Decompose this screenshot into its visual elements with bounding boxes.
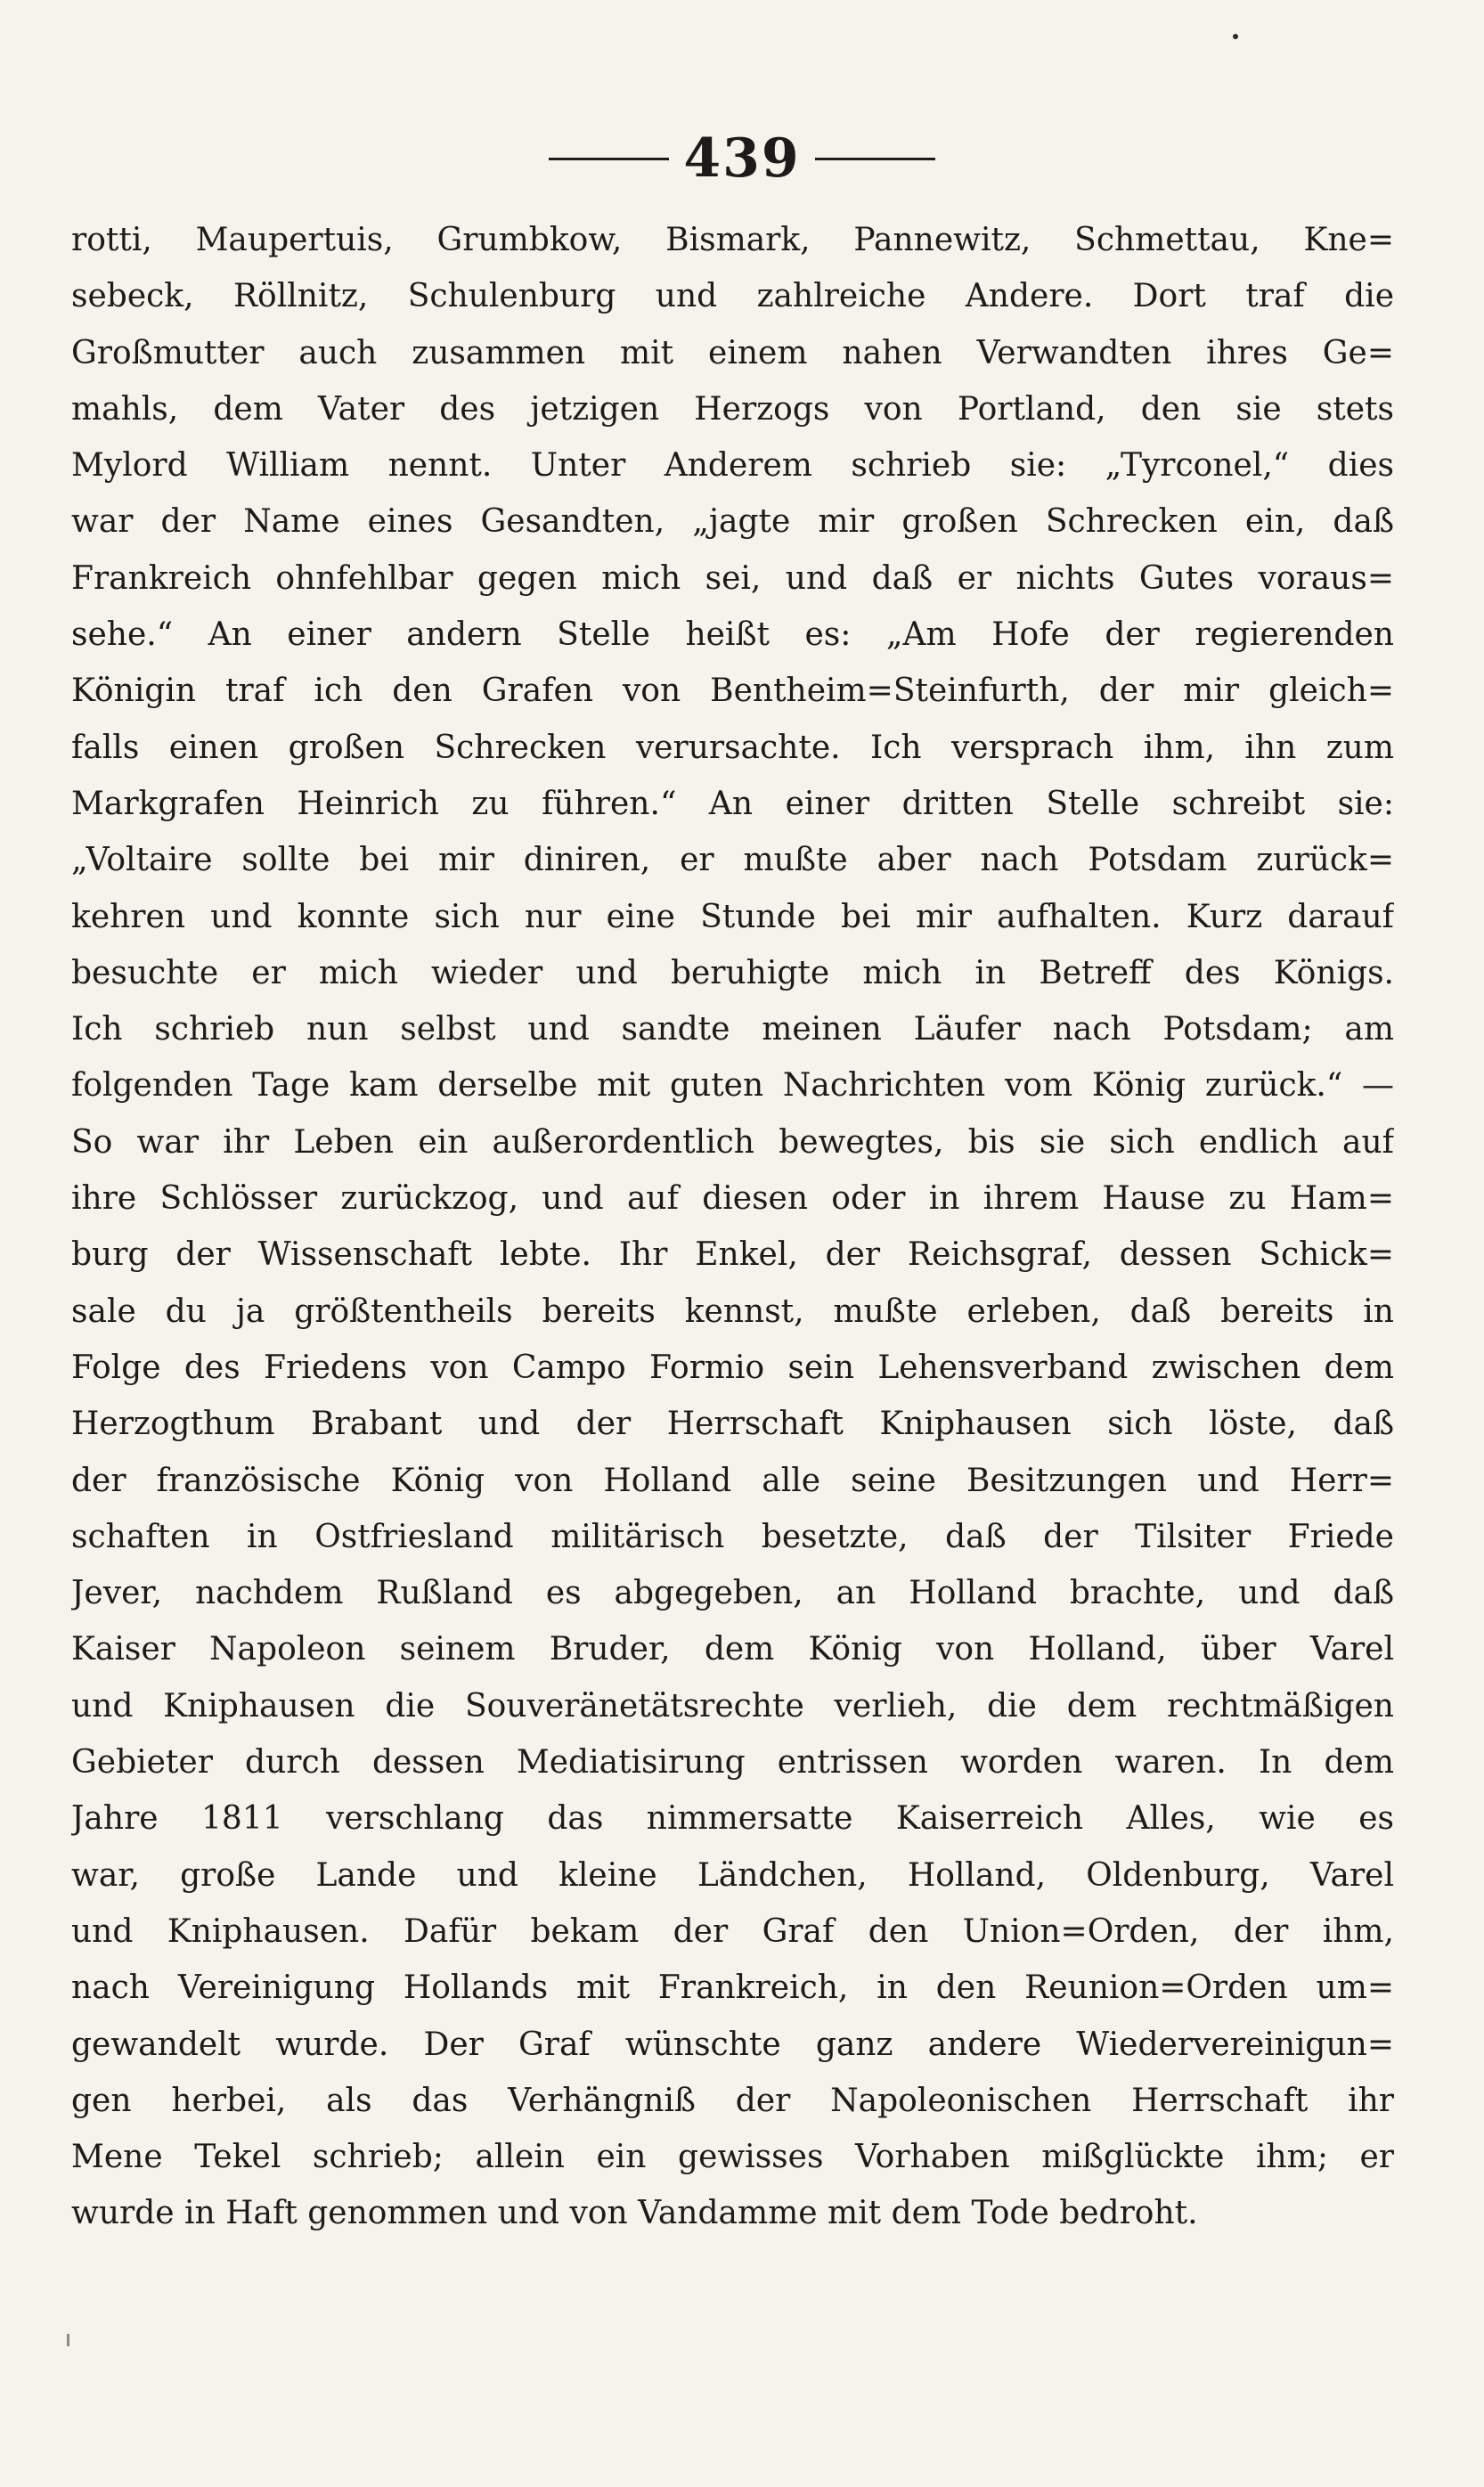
page-number: 439 (683, 127, 801, 190)
text-line: Jahre 1811 verschlang das nimmersatte Kaiserreich Alles, wie es (71, 1800, 1394, 1838)
text-line: war, große Lande und kleine Ländchen, Holland, Oldenburg, Varel (71, 1856, 1394, 1894)
text-line: Markgrafen Heinrich zu führen.“ An einer dritten Stelle schreibt sie: (71, 785, 1394, 822)
text-line: Gebieter durch dessen Mediatisirung entrissen worden waren. In dem (71, 1744, 1394, 1782)
body-text (71, 212, 1394, 2242)
header-rule-right (815, 158, 935, 160)
text-line: gewandelt wurde. Der Graf wünschte ganz andere Wiedervereinigun= (71, 2026, 1394, 2063)
text-line: burg der Wissenschaft lebte. Ihr Enkel, der Reichsgraf, dessen Schick= (71, 1236, 1394, 1274)
text-line: So war ihr Leben ein außerordentlich bewegtes, bis sie sich endlich auf (71, 1123, 1394, 1161)
text-line: sale du ja größtentheils bereits kennst, mußte erleben, daß bereits in (71, 1292, 1394, 1330)
text-line: Königin traf ich den Grafen von Bentheim=Steinfurth, der mir gleich= (71, 673, 1394, 710)
text-line: kehren und konnte sich nur eine Stunde bei mir aufhalten. Kurz darauf (71, 898, 1394, 935)
text-line: Ich schrieb nun selbst und sandte meinen Läufer nach Potsdam; am (71, 1011, 1394, 1048)
header-rule-left (549, 158, 669, 160)
text-line: Folge des Friedens von Campo Formio sein Lehensverband zwischen dem (71, 1349, 1394, 1386)
text-line: Herzogthum Brabant und der Herrschaft Kniphausen sich löste, daß (71, 1406, 1394, 1443)
text-line: ihre Schlösser zurückzog, und auf diesen oder in ihrem Hause zu Ham= (71, 1180, 1394, 1218)
text-line: falls einen großen Schrecken verursachte. Ich versprach ihm, ihn zum (71, 729, 1394, 766)
text-line: Kaiser Napoleon seinem Bruder, dem König von Holland, über Varel (71, 1631, 1394, 1668)
text-line: rotti, Maupertuis, Grumbkow, Bismark, Pannewitz, Schmettau, Kne= (71, 222, 1394, 258)
text-line: Mene Tekel schrieb; allein ein gewisses Vorhaben mißglückte ihm; er (71, 2139, 1394, 2176)
text-line: sehe.“ An einer andern Stelle heißt es: „Am Hofe der regierenden (71, 616, 1394, 654)
text-line: schaften in Ostfriesland militärisch besetzte, daß der Tilsiter Friede (71, 1518, 1394, 1555)
text-line: folgenden Tage kam derselbe mit guten Nachrichten vom König zurück.“ — (71, 1067, 1394, 1105)
text-line: und Kniphausen die Souveränetätsrechte verlieh, die dem rechtmäßigen (71, 1687, 1394, 1725)
text-line: besuchte er mich wieder und beruhigte mich in Betreff des Königs. (71, 954, 1394, 991)
print-speck (1233, 34, 1238, 39)
text-line: Großmutter auch zusammen mit einem nahen Verwandten ihres Ge= (71, 334, 1394, 371)
text-line: nach Vereinigung Hollands mit Frankreich, in den Reunion=Orden um= (71, 1969, 1394, 2007)
text-line: gen herbei, als das Verhängniß der Napoleonischen Herrschaft ihr (71, 2082, 1394, 2119)
text-line: sebeck, Röllnitz, Schulenburg und zahlreiche Andere. Dort traf die (71, 278, 1394, 315)
text-line: wurde in Haft genommen und von Vandamme mit dem Tode bedroht. (71, 2195, 1198, 2232)
text-line: mahls, dem Vater des jetzigen Herzogs von Portland, den sie stets (71, 390, 1394, 428)
text-line: der französische König von Holland alle seine Besitzungen und Herr= (71, 1462, 1394, 1499)
text-line: und Kniphausen. Dafür bekam der Graf den Union=Orden, der ihm, (71, 1912, 1394, 1950)
text-line: Frankreich ohnfehlbar gegen mich sei, und daß er nichts Gutes voraus= (71, 559, 1394, 597)
page-header (0, 123, 1484, 194)
text-line: Mylord William nennt. Unter Anderem schrieb sie: „Tyrconel,“ dies (71, 447, 1394, 485)
text-line: Jever, nachdem Rußland es abgegeben, an Holland brachte, und daß (71, 1575, 1394, 1612)
text-line: „Voltaire sollte bei mir diniren, er mußte aber nach Potsdam zurück= (71, 842, 1394, 879)
text-line: war der Name eines Gesandten, „jagte mir großen Schrecken ein, daß (71, 503, 1394, 541)
margin-mark (67, 2334, 69, 2346)
